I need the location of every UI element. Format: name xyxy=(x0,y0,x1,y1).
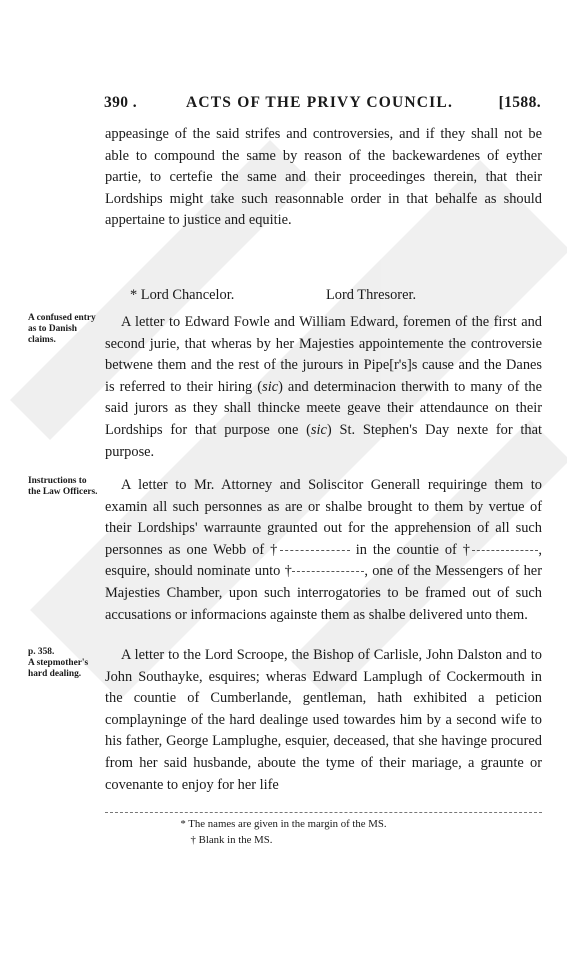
paragraph-attorney-letter: A letter to Mr. Attorney and Soliscitor Generall requiringe them to examin all such personnes as are or shalbe brought to them by vertue of their Lordships' warraunte graunted out for the apprehension of all such personnes as one Webb of † in the countie of † , esquire, should nominate unto † , one of the Messengers of her Majesties Chamber, upon such interrogatories to be framed out of such accusations or informacions againste them as shalbe delivered unto them. xyxy=(105,477,542,623)
running-title: ACTS OF THE PRIVY COUNCIL. xyxy=(185,94,454,111)
header-year: [1588. xyxy=(498,94,541,111)
margin-note-text: A stepmother's hard dealing. xyxy=(28,658,89,679)
margin-note-law-officers: Instructions to the Law Officers. xyxy=(28,476,98,497)
margin-note-danish-claims: A confused entry as to Danish claims. xyxy=(28,313,96,345)
paragraph-fowle-letter: A letter to Edward Fowle and William Edward, foremen of the first and second jurie, that wheras by her Majesties appointemente the controversie betwene them and the rest of the jurours in Pipe[r's]s cause and the Danes is referred to their hiring (sic) and determinacion therwith to many of the said jurors as they shall thincke meete geave their attendaunce on their Lordships for that purpose one (sic) St. Stephen's Day nexte for that purpose. xyxy=(105,314,542,460)
signatories-line xyxy=(130,287,530,304)
signatory-lord-chancelor: * Lord Chancelor. xyxy=(130,287,235,303)
footnote-rule xyxy=(105,812,542,813)
margin-page-reference: p. 358. xyxy=(28,647,55,657)
signatory-lord-thresorer: Lord Thresorer. xyxy=(326,287,417,303)
footnote-blank: † Blank in the MS. xyxy=(190,834,273,846)
running-header xyxy=(104,94,541,112)
blank-line xyxy=(292,570,364,572)
blank-line xyxy=(472,549,538,551)
paragraph-scroope-letter: A letter to the Lord Scroope, the Bishop of Carlisle, John Dalston and to John Southayke, esquires; wheras Edward Lamplugh of Cockermouth in the countie of Cumberlande, gentleman, hath exhibited a peticion complayninge of the hard dealinge used towardes him by a second wife to his father, George Lamplughe, esquier, deceased, that she havinge procured from her said husbande, aboute the tyme of their mariage, a graunte or covenante to enjoy for her life xyxy=(105,647,542,793)
footnote-names: * The names are given in the margin of the MS. xyxy=(180,818,387,830)
blank-line xyxy=(280,549,350,551)
margin-note-stepmother xyxy=(28,647,100,680)
page-number: 390 . xyxy=(104,94,138,111)
continuation-paragraph: appeasinge of the said strifes and controversies, and if they shall not be able to compound the same by reason of the backewardenes of eyther partie, to certefie the same and their proceedinges therein, that their Lordships might take such reasonnable order in that behalfe as should appertaine to justice and equitie. xyxy=(105,126,542,229)
